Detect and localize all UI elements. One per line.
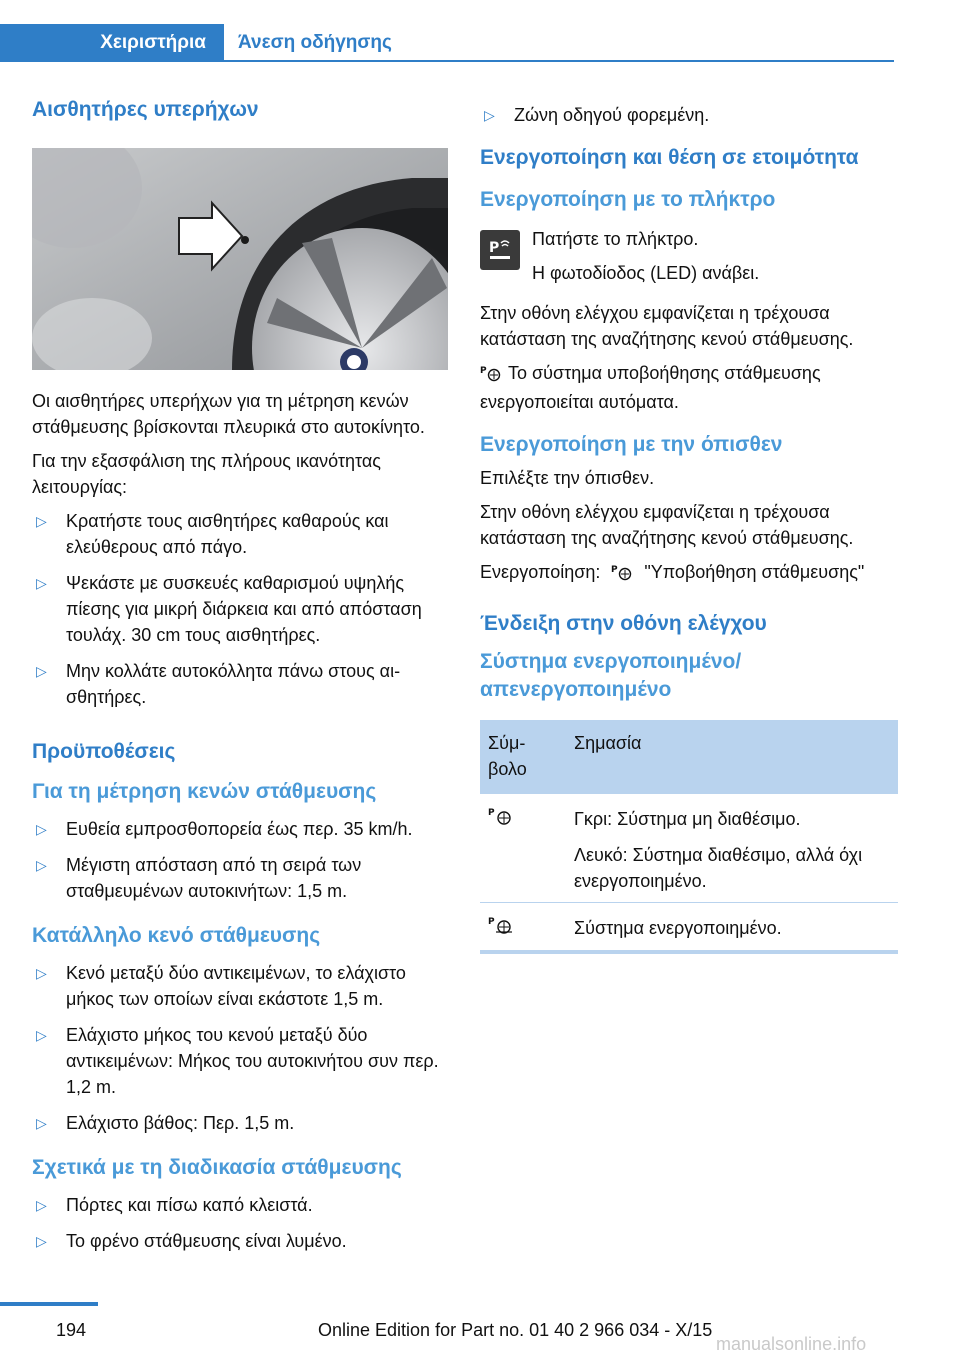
list-item-text: Ελάχιστο βάθος: Περ. 1,5 m. — [66, 1113, 295, 1133]
table-cell-meaning — [566, 794, 898, 903]
sensors-intro: Οι αισθητήρες υπερήχων για τη μέτρηση κενών στάθμευσης βρίσκονται πλευρικά στο αυτοκίνητο. — [32, 391, 425, 437]
bullet-triangle-icon: ▷ — [36, 857, 47, 873]
list-item-text: Πόρτες και πίσω καπό κλειστά. — [66, 1195, 313, 1215]
list-item — [32, 1110, 452, 1136]
header-rule — [224, 60, 894, 62]
bullet-triangle-icon: ▷ — [484, 107, 495, 123]
list-item — [32, 1022, 452, 1100]
footer-accent-bar — [0, 1302, 98, 1306]
list-item — [32, 960, 452, 1012]
list-item-text: Ζώνη οδηγού φορεμένη. — [514, 105, 710, 125]
parking-assist-icon — [480, 363, 502, 389]
function-intro: Για την εξασφάλιση της πλήρους ικανότητας λειτουργίας: — [32, 451, 381, 497]
list-item-text: Το φρένο στάθμευσης είναι λυμένο. — [66, 1231, 347, 1251]
sensor-location-photo — [32, 148, 448, 370]
parking-assist-icon — [611, 562, 633, 588]
list-item-text: Μην κολλάτε αυτοκόλλητα πάνω στους αισθητήρες. — [66, 661, 401, 707]
symbol-table — [480, 720, 898, 954]
measuring-list — [32, 816, 452, 904]
display-status-text-2: Στην οθόνη ελέγχου εμφανίζεται η τρέχουσα κατάσταση της αναζήτησης κενού στάθμευσης. — [480, 502, 854, 548]
heading-system-state: Σύστημα ενεργοποιημένο/ απενεργοποιημένο — [480, 650, 742, 701]
page-header — [0, 0, 960, 64]
list-item-text: Ελάχιστο μήκος του κενού μεταξύ δύο αντικειμένων: Μήκος του αυτοκινήτου συν περ. 1,2 m. — [66, 1025, 439, 1097]
auto-activation-text: Το σύστημα υποβοήθησης στάθμευσης ενεργοποιείται αυτόματα. — [480, 363, 821, 412]
left-column — [32, 96, 452, 1264]
heading-parking-procedure: Σχετικά με τη διαδικασία στάθμευσης — [32, 1156, 402, 1179]
list-item — [32, 816, 452, 842]
svg-text:P: P — [488, 917, 495, 927]
table-row — [480, 903, 898, 953]
display-status-text-1: Στην οθόνη ελέγχου εμφανίζεται η τρέχουσα κατάσταση της αναζήτησης κενού στάθμευσης. — [480, 303, 854, 349]
right-column — [480, 96, 898, 954]
heading-measuring: Για τη μέτρηση κενών στάθμευσης — [32, 780, 377, 803]
heading-control-display-indicator: Ένδειξη στην οθόνη ελέγχου — [480, 612, 767, 635]
procedure-list — [32, 1192, 452, 1254]
list-item — [32, 852, 452, 904]
button-steps — [532, 226, 759, 286]
bullet-triangle-icon: ▷ — [36, 575, 47, 591]
svg-text:P: P — [489, 240, 500, 256]
table-cell-symbol — [480, 794, 566, 903]
meaning-gray: Γκρι: Σύστημα μη διαθέσιμο. — [574, 809, 801, 829]
list-item — [480, 102, 898, 128]
heading-activation-ready: Ενεργοποίηση και θέση σε ετοιμότητα — [480, 146, 859, 169]
svg-text:P: P — [611, 565, 618, 575]
parking-assist-icon — [488, 810, 514, 830]
column-header-symbol: Σύμβολο — [480, 720, 566, 794]
tab-controls[interactable] — [0, 24, 224, 62]
bullet-triangle-icon: ▷ — [36, 1115, 47, 1131]
tab-driving-comfort[interactable] — [238, 24, 392, 62]
bullet-triangle-icon: ▷ — [36, 821, 47, 837]
list-item — [32, 508, 452, 560]
function-list — [32, 508, 452, 710]
meaning-active: Σύστημα ενεργοποιημένο. — [574, 918, 782, 938]
svg-text:P: P — [480, 366, 487, 376]
list-item-text: Ευθεία εμπροσθοπορεία έως περ. 35 km/h. — [66, 819, 413, 839]
button-instruction — [480, 226, 898, 286]
heading-prerequisites: Προϋποθέσεις — [32, 740, 176, 763]
bullet-triangle-icon: ▷ — [36, 965, 47, 981]
button-step-led: Η φωτοδίοδος (LED) ανάβει. — [532, 263, 760, 283]
bullet-triangle-icon: ▷ — [36, 1197, 47, 1213]
heading-activate-button: Ενεργοποίηση με το πλήκτρο — [480, 188, 776, 211]
table-cell-meaning — [566, 903, 898, 953]
bullet-triangle-icon: ▷ — [36, 663, 47, 679]
list-item-text: Μέγιστη απόσταση από τη σειρά των σταθμευμένων αυτοκινήτων: 1,5 m. — [66, 855, 362, 901]
edition-text: Online Edition for Part no. 01 40 2 966 034 - X/15 — [318, 1320, 713, 1340]
car-wheel-illustration — [32, 148, 448, 370]
button-step-press: Πατήστε το πλήκτρο. — [532, 229, 699, 249]
svg-text:P: P — [488, 808, 495, 818]
watermark: manualsonline.info — [716, 1334, 867, 1354]
tab-controls-label: Χειριστήρια — [100, 32, 206, 53]
list-item — [32, 1228, 452, 1254]
list-item — [32, 658, 452, 710]
activation-path — [480, 559, 898, 588]
activation-target: "Υποβοήθηση στάθμευσης" — [644, 562, 865, 582]
list-item-text: Ψεκάστε με συσκευές καθαρισμού υψηλής πίεσης για μικρή διάρκεια και από απόσταση τουλάχ. 30 cm τους αισθητήρες. — [66, 573, 422, 645]
page-number: 194 — [56, 1320, 87, 1340]
heading-ultrasonic-sensors: Αισθητήρες υπερήχων — [32, 98, 259, 121]
parking-assist-button-icon — [480, 230, 520, 270]
bullet-triangle-icon: ▷ — [36, 1027, 47, 1043]
seatbelt-list — [480, 102, 898, 128]
select-reverse-text: Επιλέξτε την όπισθεν. — [480, 468, 655, 488]
table-row — [480, 794, 898, 903]
tab-driving-comfort-label: Άνεση οδήγησης — [238, 32, 392, 53]
table-header-row — [480, 720, 898, 794]
bullet-triangle-icon: ▷ — [36, 513, 47, 529]
bullet-triangle-icon: ▷ — [36, 1233, 47, 1249]
list-item-text: Κενό μεταξύ δύο αντικειμένων, το ελάχιστο μήκος των οποίων είναι εκάστοτε 1,5 m. — [66, 963, 406, 1009]
heading-activate-reverse: Ενεργοποίηση με την όπισθεν — [480, 433, 783, 456]
activation-label: Ενεργοποίηση: — [480, 562, 601, 582]
table-cell-symbol — [480, 903, 566, 953]
meaning-white: Λευκό: Σύστημα διαθέσιμο, αλλά όχι ενεργοποιημένο. — [574, 845, 863, 891]
list-item — [32, 570, 452, 648]
parking-assist-active-icon — [488, 919, 514, 939]
list-item — [32, 1192, 452, 1218]
column-header-meaning: Σημασία — [566, 720, 898, 794]
list-item-text: Κρατήστε τους αισθητήρες καθαρούς και ελεύθερους από πάγο. — [66, 511, 389, 557]
auto-activation-note — [480, 360, 898, 415]
heading-suitable-gap: Κατάλληλο κενό στάθμευσης — [32, 924, 321, 947]
gap-list — [32, 960, 452, 1136]
